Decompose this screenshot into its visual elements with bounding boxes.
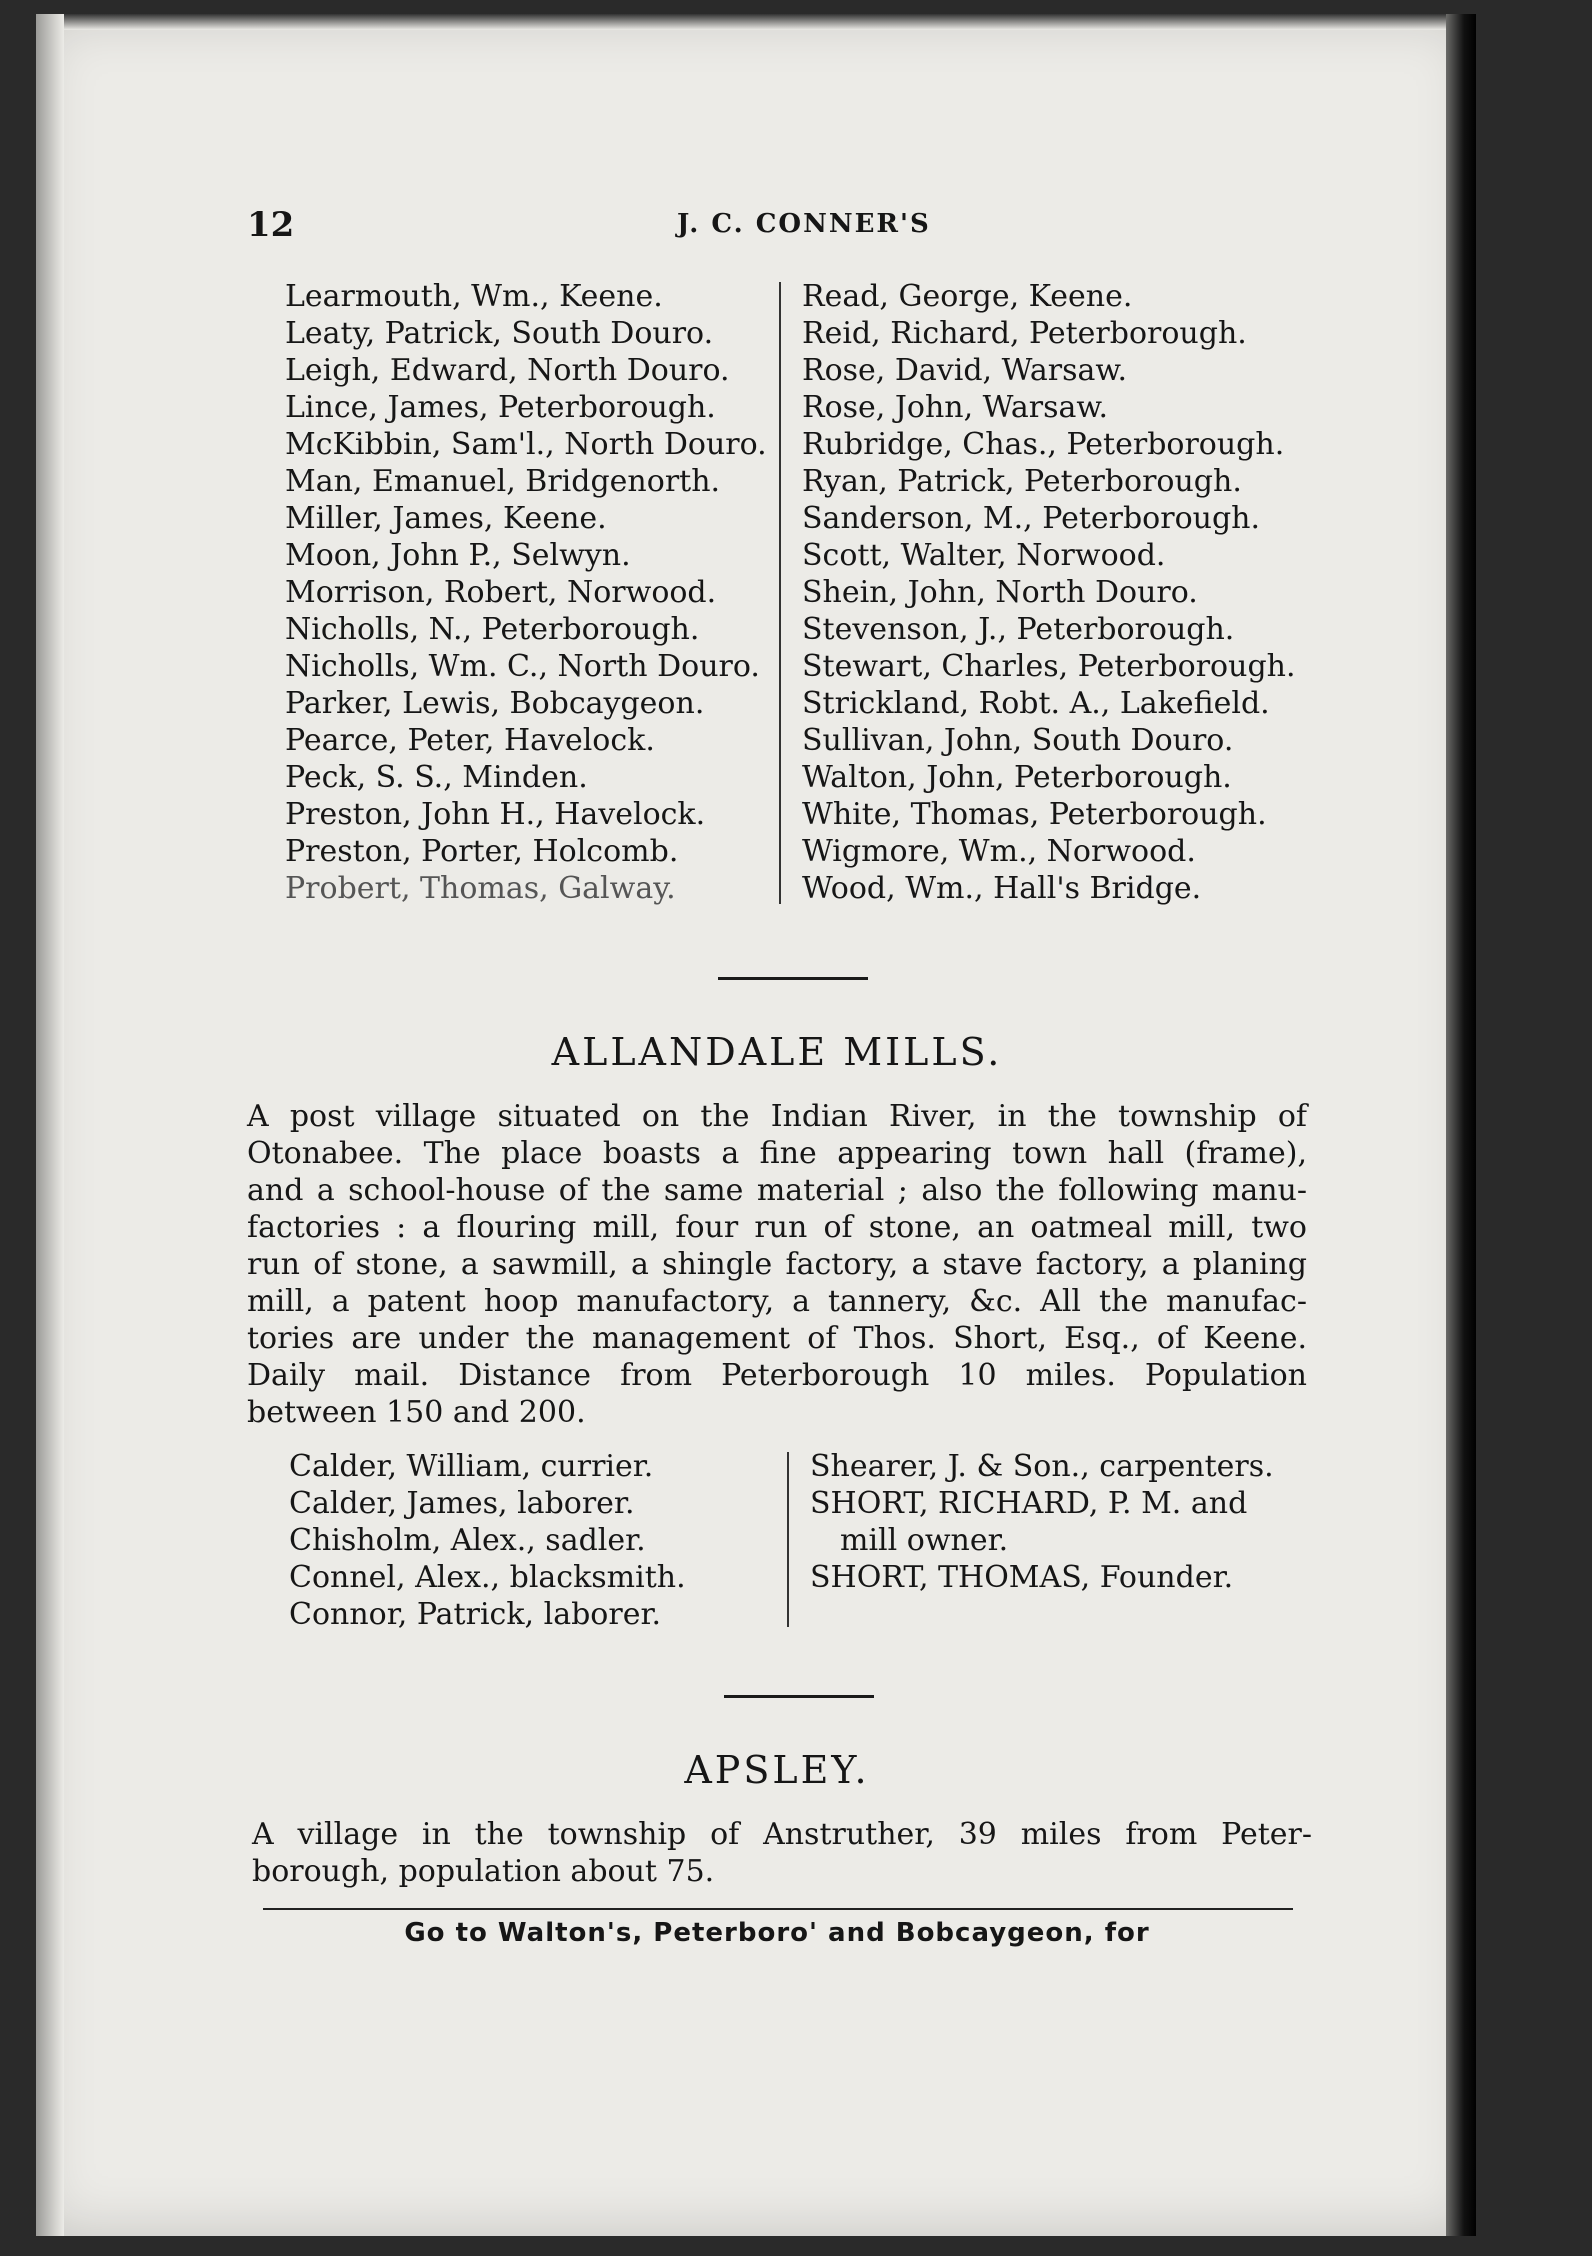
page-header (247, 205, 1307, 245)
page-top-edge (36, 14, 1476, 30)
list-item: Rose, David, Warsaw. (802, 353, 1128, 388)
list-item: Miller, James, Keene. (285, 501, 607, 536)
list-item: Wood, Wm., Hall's Bridge. (802, 871, 1202, 906)
list-item: Sanderson, M., Peterborough. (802, 501, 1261, 536)
paragraph-line: A post village situated on the Indian River, in the township of (247, 1099, 1307, 1134)
list-item: White, Thomas, Peterborough. (802, 797, 1267, 832)
list-item: McKibbin, Sam'l., North Douro. (285, 427, 767, 462)
page-gutter-shadow (36, 14, 64, 2236)
allandale-directory (247, 1448, 1307, 1638)
list-item: Stewart, Charles, Peterborough. (802, 649, 1296, 684)
list-item: Connel, Alex., blacksmith. (289, 1560, 686, 1595)
apsley-title: APSLEY. (684, 1748, 870, 1792)
section-divider (718, 977, 868, 980)
column-divider (787, 1452, 789, 1627)
paragraph-line: run of stone, a sawmill, a shingle factory, a stave factory, a planing (247, 1247, 1307, 1282)
list-item: Sullivan, John, South Douro. (802, 723, 1234, 758)
list-item: Leaty, Patrick, South Douro. (285, 316, 714, 351)
paragraph-line: borough, population about 75. (252, 1854, 715, 1889)
names-list-left-column (285, 278, 767, 907)
list-item: Connor, Patrick, laborer. (289, 1597, 662, 1632)
list-item: Pearce, Peter, Havelock. (285, 723, 655, 758)
allandale-left-column (289, 1448, 686, 1633)
paragraph-line: and a school-house of the same material ; also the following manu- (247, 1173, 1307, 1208)
list-item: Reid, Richard, Peterborough. (802, 316, 1247, 351)
list-item: Wigmore, Wm., Norwood. (802, 834, 1196, 869)
apsley-description (252, 1816, 1312, 1890)
list-item: Man, Emanuel, Bridgenorth. (285, 464, 721, 499)
running-head: J. C. CONNER'S (677, 209, 931, 239)
list-item: Rose, John, Warsaw. (802, 390, 1109, 425)
paragraph-line: between 150 and 200. (247, 1395, 586, 1430)
paragraph-line: A village in the township of Anstruther, 39 miles from Peter- (252, 1817, 1312, 1852)
list-item: Scott, Walter, Norwood. (802, 538, 1166, 573)
list-item: Leigh, Edward, North Douro. (285, 353, 730, 388)
list-item: Learmouth, Wm., Keene. (285, 279, 663, 314)
list-item: SHORT, THOMAS, Founder. (810, 1560, 1234, 1595)
list-item: Shein, John, North Douro. (802, 575, 1198, 610)
column-divider (779, 282, 781, 904)
allandale-mills-title: ALLANDALE MILLS. (551, 1030, 1003, 1074)
paragraph-line: Otonabee. The place boasts a fine appearing town hall (frame), (247, 1136, 1307, 1171)
list-item: Walton, John, Peterborough. (802, 760, 1232, 795)
list-item: Probert, Thomas, Galway. (285, 871, 676, 906)
section-divider (724, 1695, 874, 1698)
list-item: Rubridge, Chas., Peterborough. (802, 427, 1285, 462)
list-item: Parker, Lewis, Bobcaygeon. (285, 686, 705, 721)
list-item: Strickland, Robt. A., Lakefield. (802, 686, 1270, 721)
footer-advertisement: Go to Walton's, Peterboro' and Bobcaygeon, for (404, 1918, 1150, 1948)
list-item: Nicholls, Wm. C., North Douro. (285, 649, 760, 684)
allandale-right-column (810, 1448, 1274, 1596)
list-item: Peck, S. S., Minden. (285, 760, 588, 795)
list-item: Lince, James, Peterborough. (285, 390, 716, 425)
names-list (247, 278, 1307, 913)
list-item: Calder, William, currier. (289, 1449, 654, 1484)
list-item: Chisholm, Alex., sadler. (289, 1523, 646, 1558)
list-item: Preston, John H., Havelock. (285, 797, 706, 832)
list-item: Calder, James, laborer. (289, 1486, 635, 1521)
list-item: Stevenson, J., Peterborough. (802, 612, 1235, 647)
allandale-mills-description (247, 1098, 1307, 1431)
page-number: 12 (247, 205, 295, 245)
paragraph-line: factories : a flouring mill, four run of stone, an oatmeal mill, two (247, 1210, 1307, 1245)
paragraph-line: Daily mail. Distance from Peterborough 10 miles. Population (247, 1358, 1307, 1393)
list-item: SHORT, RICHARD, P. M. and (810, 1486, 1248, 1521)
footer-rule (263, 1908, 1293, 1910)
list-item: Nicholls, N., Peterborough. (285, 612, 700, 647)
list-item: Morrison, Robert, Norwood. (285, 575, 717, 610)
list-item: Ryan, Patrick, Peterborough. (802, 464, 1242, 499)
list-item: Moon, John P., Selwyn. (285, 538, 631, 573)
list-item: Read, George, Keene. (802, 279, 1133, 314)
paragraph-line: mill, a patent hoop manufactory, a tannery, &c. All the manufac- (247, 1284, 1307, 1319)
list-item: Preston, Porter, Holcomb. (285, 834, 679, 869)
names-list-right-column (802, 278, 1296, 907)
list-item: Shearer, J. & Son., carpenters. (810, 1449, 1274, 1484)
list-item: mill owner. (840, 1523, 1009, 1558)
paragraph-line: tories are under the management of Thos. Short, Esq., of Keene. (247, 1321, 1307, 1356)
page-right-edge (1446, 14, 1476, 2236)
